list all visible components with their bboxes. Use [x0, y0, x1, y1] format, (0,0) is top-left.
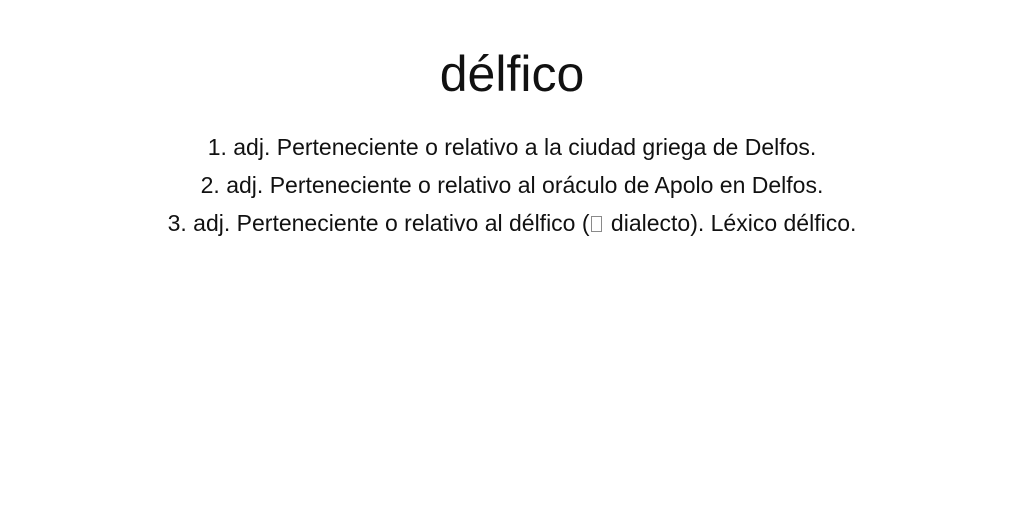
sense-number: 2. — [200, 172, 220, 198]
missing-glyph-icon — [591, 216, 602, 232]
sense-definition: Perteneciente o relativo al oráculo de Apolo en Delfos. — [269, 172, 824, 198]
headword: délfico — [439, 46, 585, 102]
sense-definition-start: Perteneciente o relativo al délfico ( — [236, 210, 590, 236]
sense-1 — [0, 128, 1024, 166]
senses-list — [0, 128, 1024, 242]
grammatical-category: adj. — [233, 134, 271, 160]
sense-2 — [0, 166, 1024, 204]
sense-definition: Perteneciente o relativo a la ciudad griega de Delfos. — [276, 134, 817, 160]
grammatical-category: adj. — [193, 210, 231, 236]
grammatical-category: adj. — [226, 172, 264, 198]
sense-definition-end: dialecto). Léxico délfico. — [610, 210, 857, 236]
sense-number: 3. — [167, 210, 187, 236]
sense-3 — [0, 204, 1024, 242]
dictionary-entry — [0, 0, 1024, 242]
sense-number: 1. — [207, 134, 227, 160]
